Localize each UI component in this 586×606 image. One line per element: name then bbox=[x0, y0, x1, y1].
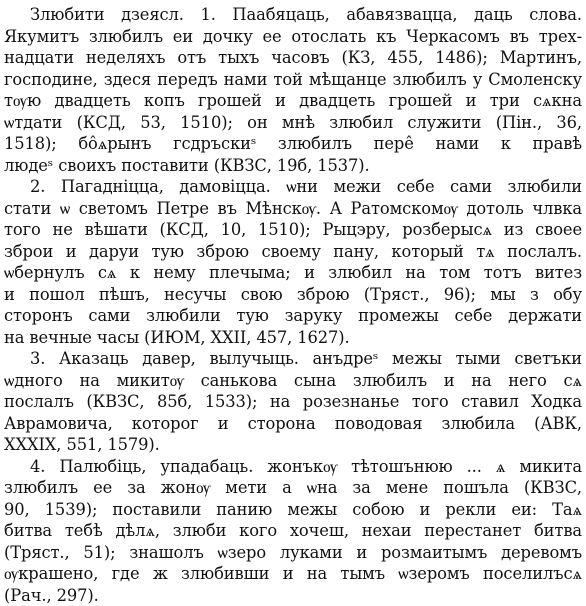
text-line: 90, 1539); поставили панию межы собою и рекли еи: Таѧ bbox=[4, 499, 582, 521]
text-line: зброи и даруи тую зброю своему пану, который тѧ послалъ. bbox=[4, 241, 582, 263]
entry-intro-paragraph bbox=[4, 4, 582, 176]
text-line: на вечные часы (ИЮМ, XXII, 457, 1627). bbox=[4, 327, 582, 349]
text-line: ѡдного на микитѹ санькова сына злюбилъ и на него сѧ bbox=[4, 370, 582, 392]
sense-4-paragraph bbox=[4, 456, 582, 606]
text-line: (Рач., 297). bbox=[4, 585, 582, 606]
text-line: Злюбити дзеясл. 1. Паабяцаць, абавязвацца, даць слова. bbox=[4, 4, 582, 26]
text-line: злюбилъ ее за жонѹ мети а ѡна за мене пошъла (КВЗС, bbox=[4, 477, 582, 499]
text-line: господине, здеся передъ нами той мѣщанце злюбилъ у Смоленску bbox=[4, 69, 582, 91]
text-line: ѡтдати (КСД, 53, 1510); он мнѣ злюбил служити (Пін., 36, bbox=[4, 112, 582, 134]
text-line: 2. Пагадніцца, дамовіцца. ѡни межи себе сами злюбили bbox=[4, 176, 582, 198]
text-line: людеˢ своихъ поставити (КВЗС, 19б, 1537). bbox=[4, 155, 582, 177]
text-line: ѹкрашено, где ж злюбивши и на тымъ ѡзеромъ поселилъсѧ bbox=[4, 563, 582, 585]
text-line: Аврамовича, которог и сторона поводовая злюбила (АВК, bbox=[4, 413, 582, 435]
text-line: того не вѣшати (КСД, 10, 1510); Рыцэру, розберысѧ из своее bbox=[4, 219, 582, 241]
text-line: тѹю двадцеть копъ грошей и двадцеть грошей и три сѧкна bbox=[4, 90, 582, 112]
text-line: битва тебѣ дѣлѧ, злюби кого хочеш, нехаи перестанет битва bbox=[4, 520, 582, 542]
text-line: надцати неделяхъ отъ тыхъ часовъ (КЗ, 455, 1486); Мартинъ, bbox=[4, 47, 582, 69]
text-line: и пошол пѣшъ, несучы свою зброю (Тряст., 96); мы з обу bbox=[4, 284, 582, 306]
text-line: 4. Палюбіць, упадабаць. жонъкѹ тѣтошънюю ... ѧ микита bbox=[4, 456, 582, 478]
text-line: послалъ (КВЗС, 85б, 1533); на розезнанье того ставил Ходка bbox=[4, 391, 582, 413]
text-line: сторонъ сами злюбили тую заруку промежы себе держати bbox=[4, 305, 582, 327]
text-line: стати ѡ светомъ Петре въ Мѣнскѹ. А Ратомскомѹ дотоль члвка bbox=[4, 198, 582, 220]
sense-3-paragraph bbox=[4, 348, 582, 456]
text-line: Якумитъ злюбилъ еи дочку ее отослать къ Черкасомъ въ трех- bbox=[4, 26, 582, 48]
text-line: 3. Аказаць давер, вылучыць. анъдреˢ межы тыми светъки bbox=[4, 348, 582, 370]
sense-2-paragraph bbox=[4, 176, 582, 348]
text-line: XXXIX, 551, 1579). bbox=[4, 434, 582, 456]
text-line: ѡбернулъ сѧ к нему плечыма; и злюбил на том тотъ витез bbox=[4, 262, 582, 284]
dictionary-entry bbox=[4, 4, 582, 606]
text-line: (Тряст., 51); знашолъ ѡзеро луками и розмаитымъ деревомъ bbox=[4, 542, 582, 564]
text-line: 1518); бо̂ѧрынъ гсдръскиˢ злюбилъ пере̂ нами к правѣ bbox=[4, 133, 582, 155]
